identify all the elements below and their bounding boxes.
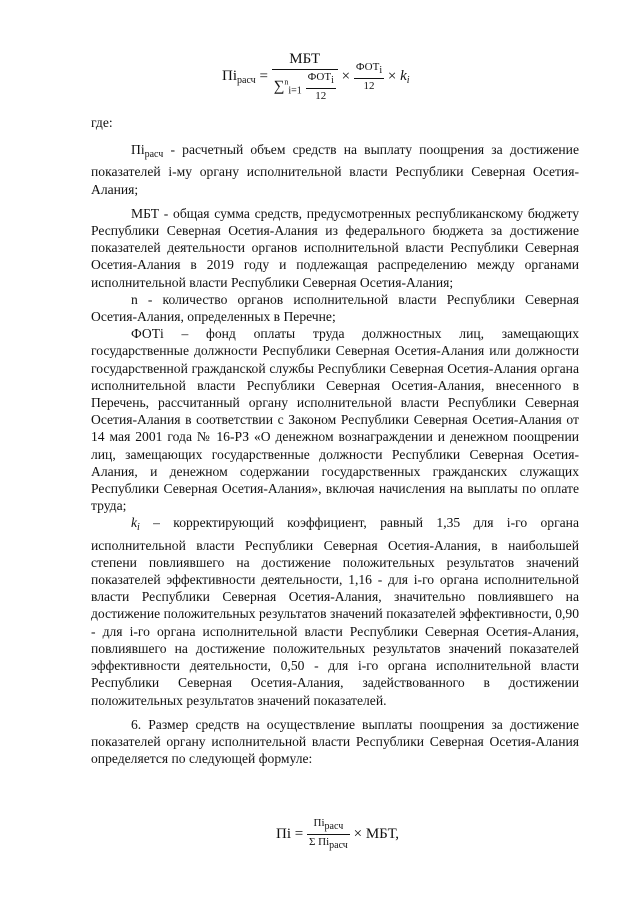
times-sign: ×	[387, 68, 397, 85]
paragraph-n-definition: n - количество органов исполнительной власти Республики Северная Осетия-Алания, определенных в Перечне;	[91, 291, 579, 325]
formula-2-lhs: Пi	[276, 825, 291, 842]
numerator: МБТ	[272, 52, 338, 70]
formula-2-fraction: $\frac{\text{Пiрасч}}{\text{Σ Пiрасч}}$	[308, 817, 348, 851]
coefficient-k: $k_i$	[400, 68, 410, 87]
formula-1-main-fraction	[272, 52, 338, 102]
paragraph-section-6: 6. Размер средств на осуществление выплаты поощрения за достижение показателей органу исполнительной власти Республики Северная Осетия-Алания определяется по следующей формуле:	[91, 716, 579, 767]
equals-sign: =	[294, 825, 304, 842]
paragraph-fot-definition: ФОТi – фонд оплаты труда должностных лиц, замещающих государственные должности Республики Северная Осетия-Алания или должности государственной гражданской службы Республики Северная Осетия-Алания органа исполнительной власти Республики Северная Осетия-Алания, внесенного в Перечень, рассчитанный органу исполнительной власти Республики Северная Осетия-Алания в соответствии с Законом Республики Северная Осетия-Алания от 14 мая 2001 года № 16-РЗ «О денежном вознаграждении и денежном поощрении лиц, замещающих государственные должности Республики Северная Осетия-Алания, и денежном содержании государственных гражданских служащих Республики Северная Осетия-Алания», включая начисления на выплаты по оплате труда;	[91, 326, 579, 514]
formula-1-second-fraction: $\frac{\text{ФОТi}}{12}$	[355, 61, 383, 92]
formula-2-tail: МБТ,	[365, 825, 399, 842]
where-label: где:	[91, 115, 113, 130]
denominator-fraction: $\frac{\text{ФОТi}}{12}$	[307, 71, 334, 102]
equals-sign: =	[259, 68, 268, 85]
document-body	[91, 114, 579, 767]
times-sign: ×	[353, 825, 363, 842]
formula-1	[222, 52, 410, 102]
denominator: ∑$^n_{i=1}$ $\frac{\text{ФОТi}}{12}$	[273, 71, 334, 102]
formula-1-lhs: $Пi_{расч}$	[222, 68, 256, 87]
times-sign: ×	[341, 68, 351, 85]
paragraph-mbt-definition: МБТ - общая сумма средств, предусмотренных республиканскому бюджету Республики Северная Осетия-Алания из федерального бюджета за достижение показателей деятельности органов исполнительной власти Республики Северная Осетия-Алания в 2019 году и подлежащая распределению между органами исполнительной власти Республики Северная Осетия-Алания;	[91, 205, 579, 290]
paragraph-k-definition: $k_i$ – корректирующий коэффициент, равный 1,35 для i-го органа исполнительной власти Республики Северная Осетия-Алания, в наибольшей степени повлиявшего на достижение положительных результатов значений показателей эффективности деятельности, 1,16 - для i-го органа исполнительной власти Республики Северная Осетия-Алания, значительно повлиявшего на достижение положительных результатов значений показателей эффективности, 0,90 - для i-го органа исполнительной власти Республики Северная Осетия-Алания, повлиявшего на достижение положительных результатов значений показателей эффективности деятельности, 0,50 - для i-го органа исполнительной власти Республики Северная Осетия-Алания, задействованного в достижении положительных результатов значений показателей.	[91, 515, 579, 708]
formula-2	[276, 818, 399, 851]
paragraph-pi-definition: $Пi_{расч}$ - расчетный объем средств на выплату поощрения за достижение показателей i-му органу исполнительной власти Республики Северная Осетия-Алания;	[91, 142, 579, 197]
